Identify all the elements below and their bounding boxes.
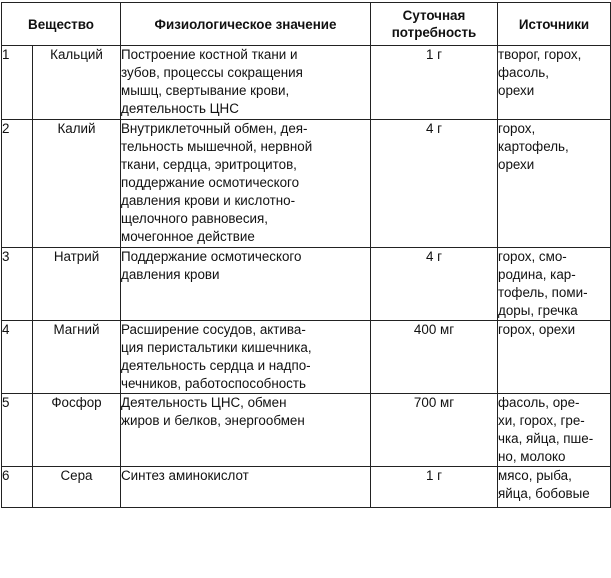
- function-line: Деятельность ЦНС, обмен: [121, 395, 287, 410]
- source-line: но, молоко: [498, 449, 566, 464]
- function-line: давления крови: [121, 267, 220, 282]
- function-line: Синтез аминокислот: [121, 468, 249, 483]
- header-daily-line1: Суточная: [402, 8, 466, 23]
- function-cell: [121, 248, 371, 321]
- substance-name: Фосфор: [33, 394, 121, 467]
- substance-name: Сера: [33, 467, 121, 508]
- header-substance: Вещество: [2, 3, 121, 46]
- header-function: Физиологическое значение: [121, 3, 371, 46]
- function-line: давления крови и кислотно-: [121, 193, 296, 208]
- source-line: доры, гречка: [498, 303, 578, 318]
- row-number: 3: [2, 248, 33, 321]
- row-number: 5: [2, 394, 33, 467]
- source-line: чка, яйца, пше-: [498, 431, 594, 446]
- source-line: мясо, рыба,: [498, 468, 572, 483]
- function-cell: [121, 394, 371, 467]
- function-line: чечников, работоспособность: [121, 376, 306, 391]
- header-daily-line2: потребность: [391, 25, 477, 40]
- row-number: 1: [2, 46, 33, 120]
- function-cell: [121, 321, 371, 394]
- substance-name: Магний: [33, 321, 121, 394]
- daily-need: 1 г: [371, 467, 498, 508]
- sources-cell: [498, 467, 611, 508]
- function-line: деятельность ЦНС: [121, 101, 239, 116]
- daily-need: 4 г: [371, 248, 498, 321]
- sources-cell: [498, 120, 611, 248]
- function-line: жиров и белков, энергообмен: [121, 413, 305, 428]
- function-cell: [121, 467, 371, 508]
- table-row: [2, 46, 611, 120]
- substance-name: Кальций: [33, 46, 121, 120]
- source-line: горох,: [498, 121, 536, 136]
- header-daily-need: [371, 3, 498, 46]
- function-line: ция перистальтики кишечника,: [121, 340, 312, 355]
- function-line: мочегонное действие: [121, 229, 255, 244]
- function-line: ткани, сердца, эритроцитов,: [121, 157, 297, 172]
- table-row: [2, 120, 611, 248]
- minerals-table: [1, 2, 611, 508]
- source-line: горох, смо-: [498, 249, 567, 264]
- function-cell: [121, 46, 371, 120]
- function-line: Внутриклеточный обмен, дея-: [121, 121, 308, 136]
- row-number: 2: [2, 120, 33, 248]
- daily-need: 1 г: [371, 46, 498, 120]
- function-line: зубов, процессы сокращения: [121, 65, 303, 80]
- daily-need: 700 мг: [371, 394, 498, 467]
- daily-need: 4 г: [371, 120, 498, 248]
- function-line: Расширение сосудов, актива-: [121, 322, 306, 337]
- source-line: горох, орехи: [498, 322, 576, 337]
- function-line: мышц, свертывание крови,: [121, 83, 290, 98]
- sources-cell: [498, 248, 611, 321]
- sources-cell: [498, 321, 611, 394]
- table-row: [2, 467, 611, 508]
- source-line: орехи: [498, 83, 535, 98]
- source-line: тофель, поми-: [498, 285, 588, 300]
- source-line: яйца, бобовые: [498, 486, 590, 501]
- source-line: фасоль,: [498, 65, 549, 80]
- substance-name: Натрий: [33, 248, 121, 321]
- function-line: деятельность сердца и надпо-: [121, 358, 311, 373]
- row-number: 4: [2, 321, 33, 394]
- function-line: щелочного равновесия,: [121, 211, 268, 226]
- table-row: [2, 248, 611, 321]
- source-line: орехи: [498, 157, 535, 172]
- daily-need: 400 мг: [371, 321, 498, 394]
- function-line: поддержание осмотического: [121, 175, 300, 190]
- row-number: 6: [2, 467, 33, 508]
- header-row: [2, 3, 611, 46]
- table-row: [2, 394, 611, 467]
- table-row: [2, 321, 611, 394]
- sources-cell: [498, 46, 611, 120]
- source-line: родина, кар-: [498, 267, 576, 282]
- function-line: тельность мышечной, нервной: [121, 139, 313, 154]
- function-cell: [121, 120, 371, 248]
- substance-name: Калий: [33, 120, 121, 248]
- source-line: картофель,: [498, 139, 569, 154]
- source-line: творог, горох,: [498, 47, 582, 62]
- source-line: фасоль, оре-: [498, 395, 580, 410]
- source-line: хи, горох, гре-: [498, 413, 585, 428]
- header-sources: Источники: [498, 3, 611, 46]
- function-line: Поддержание осмотического: [121, 249, 302, 264]
- sources-cell: [498, 394, 611, 467]
- function-line: Построение костной ткани и: [121, 47, 298, 62]
